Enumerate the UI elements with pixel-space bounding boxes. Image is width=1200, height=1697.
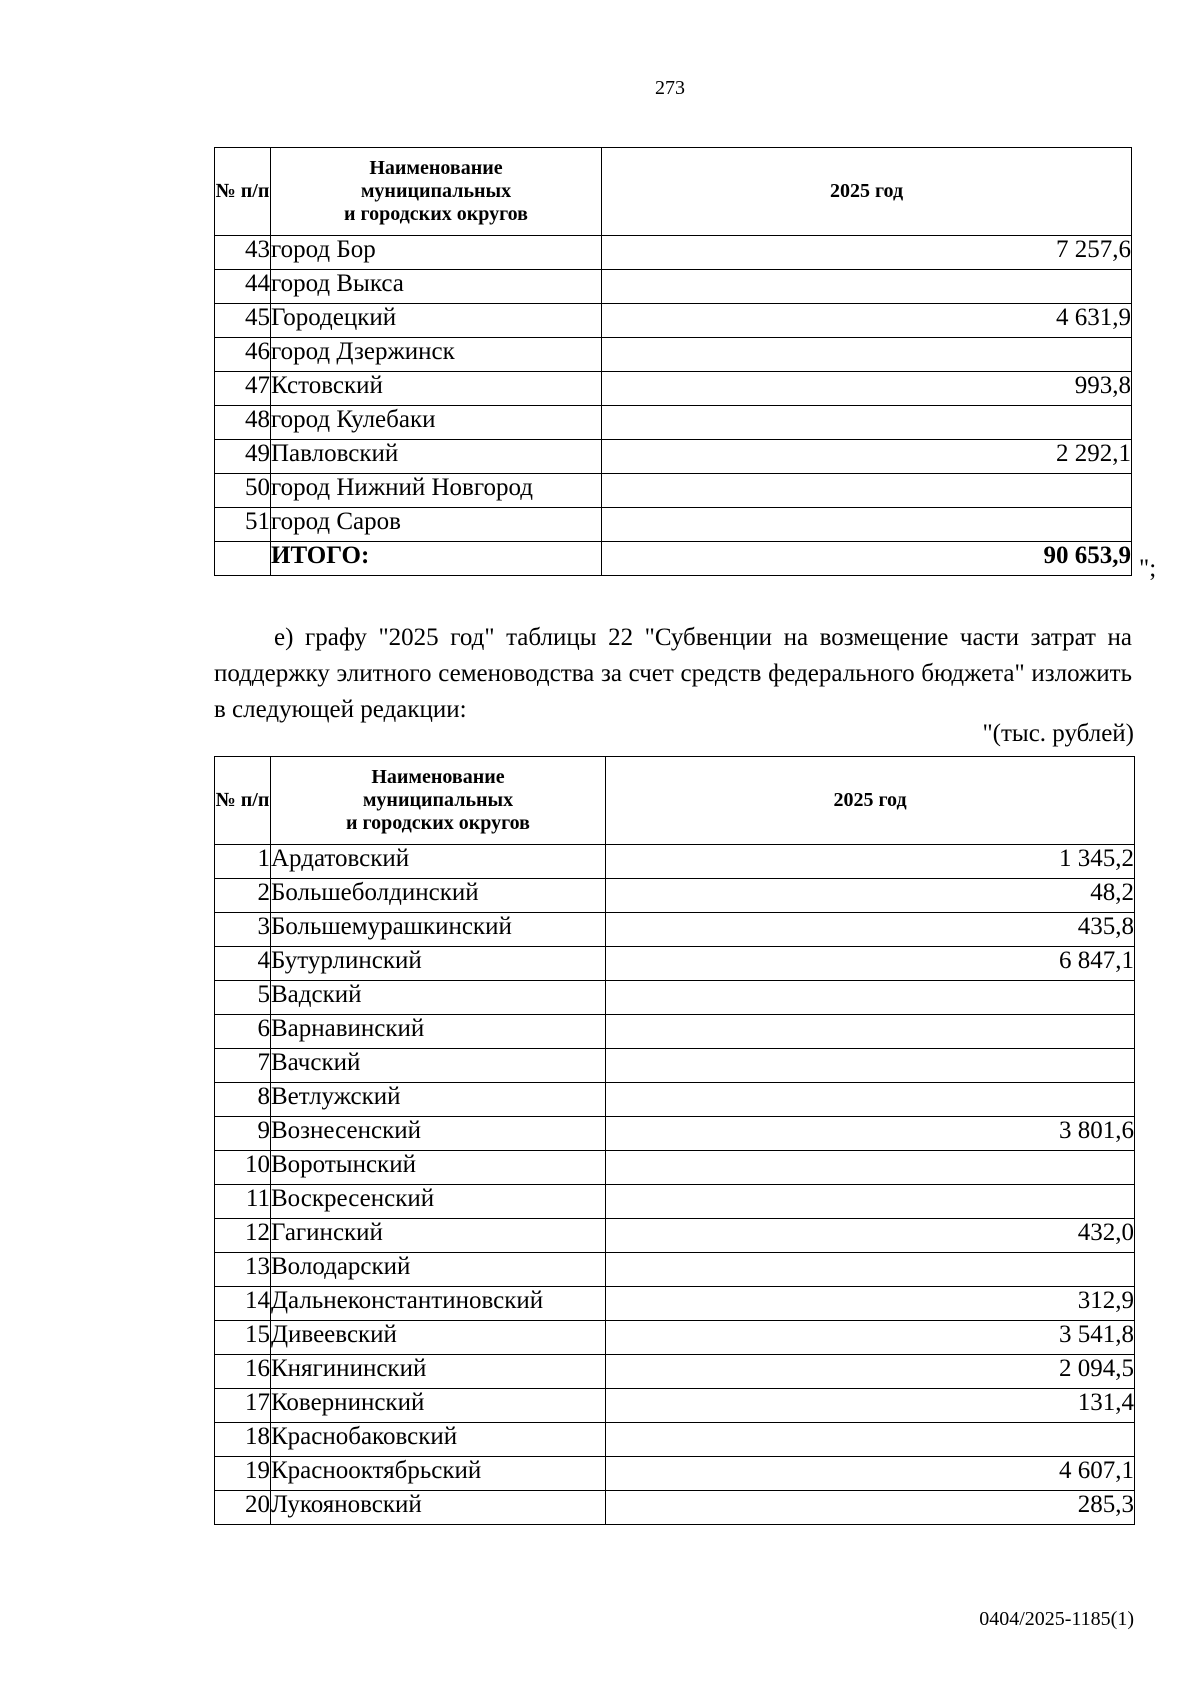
- header-name: Наименование муниципальных и городских округов: [271, 757, 606, 845]
- municipality-name: город Нижний Новгород: [271, 474, 602, 508]
- table-row: [215, 1117, 1135, 1151]
- amount-value: 131,4: [606, 1389, 1135, 1423]
- municipality-name: Городецкий: [271, 304, 602, 338]
- amount-value: 4 631,9: [602, 304, 1132, 338]
- amount-value: 2 094,5: [606, 1355, 1135, 1389]
- table-row: [215, 474, 1132, 508]
- municipality-name: Краснооктябрьский: [271, 1457, 606, 1491]
- municipality-name: Володарский: [271, 1253, 606, 1287]
- row-number: 13: [215, 1253, 271, 1287]
- row-number: 10: [215, 1151, 271, 1185]
- header-num: № п/п: [215, 148, 271, 236]
- row-number: 15: [215, 1321, 271, 1355]
- municipality-name: город Саров: [271, 508, 602, 542]
- amount-value: [602, 406, 1132, 440]
- municipality-name: Ардатовский: [271, 845, 606, 879]
- row-number: 49: [215, 440, 271, 474]
- row-number: 5: [215, 981, 271, 1015]
- amount-value: 432,0: [606, 1219, 1135, 1253]
- amount-value: 993,8: [602, 372, 1132, 406]
- subsidy-table-continuation: [214, 147, 1132, 576]
- amount-value: [606, 1083, 1135, 1117]
- amount-value: 285,3: [606, 1491, 1135, 1525]
- row-number: 48: [215, 406, 271, 440]
- amount-value: 1 345,2: [606, 845, 1135, 879]
- table-row: [215, 845, 1135, 879]
- row-number: 7: [215, 1049, 271, 1083]
- total-empty-cell: [215, 542, 271, 576]
- unit-note: "(тыс. рублей): [982, 720, 1134, 747]
- table-row: [215, 1083, 1135, 1117]
- table-row: [215, 1151, 1135, 1185]
- amount-value: 6 847,1: [606, 947, 1135, 981]
- table-row: [215, 1287, 1135, 1321]
- header-num: № п/п: [215, 757, 271, 845]
- municipality-name: Воротынский: [271, 1151, 606, 1185]
- row-number: 1: [215, 845, 271, 879]
- municipality-name: город Бор: [271, 236, 602, 270]
- municipality-name: Гагинский: [271, 1219, 606, 1253]
- amount-value: [606, 1015, 1135, 1049]
- table-row: [215, 1457, 1135, 1491]
- amount-value: [602, 508, 1132, 542]
- municipality-name: Дальнеконстантиновский: [271, 1287, 606, 1321]
- amount-value: 312,9: [606, 1287, 1135, 1321]
- header-year: 2025 год: [602, 148, 1132, 236]
- municipality-name: Княгининский: [271, 1355, 606, 1389]
- amount-value: [602, 270, 1132, 304]
- amount-value: [606, 1049, 1135, 1083]
- header-name: Наименование муниципальных и городских округов: [271, 148, 602, 236]
- amount-value: [606, 1185, 1135, 1219]
- amount-value: [602, 474, 1132, 508]
- table-row: [215, 947, 1135, 981]
- municipality-name: Вознесенский: [271, 1117, 606, 1151]
- table-row: [215, 270, 1132, 304]
- table-row: [215, 879, 1135, 913]
- table-row: [215, 1253, 1135, 1287]
- municipality-name: Воскресенский: [271, 1185, 606, 1219]
- header-year: 2025 год: [606, 757, 1135, 845]
- table-row: [215, 913, 1135, 947]
- amount-value: 3 801,6: [606, 1117, 1135, 1151]
- row-number: 47: [215, 372, 271, 406]
- municipality-name: Варнавинский: [271, 1015, 606, 1049]
- amount-value: [602, 338, 1132, 372]
- amount-value: 4 607,1: [606, 1457, 1135, 1491]
- amount-value: [606, 1253, 1135, 1287]
- table-row: [215, 508, 1132, 542]
- municipality-name: Краснобаковский: [271, 1423, 606, 1457]
- table-row: [215, 338, 1132, 372]
- total-label: ИТОГО:: [271, 542, 602, 576]
- table-row: [215, 1355, 1135, 1389]
- municipality-name: Кстовский: [271, 372, 602, 406]
- row-number: 16: [215, 1355, 271, 1389]
- table-row: [215, 1015, 1135, 1049]
- table-row: [215, 1321, 1135, 1355]
- municipality-name: Павловский: [271, 440, 602, 474]
- row-number: 12: [215, 1219, 271, 1253]
- amount-value: 2 292,1: [602, 440, 1132, 474]
- municipality-name: город Кулебаки: [271, 406, 602, 440]
- municipality-name: Вадский: [271, 981, 606, 1015]
- row-number: 19: [215, 1457, 271, 1491]
- municipality-name: Ковернинский: [271, 1389, 606, 1423]
- row-number: 11: [215, 1185, 271, 1219]
- table-row: [215, 1389, 1135, 1423]
- municipality-name: Лукояновский: [271, 1491, 606, 1525]
- row-number: 4: [215, 947, 271, 981]
- amendment-paragraph: е) графу "2025 год" таблицы 22 "Субвенции на возмещение части затрат на поддержку элитного семеноводства за счет средств федерального бюджета" изложить в следующей редакции:: [214, 624, 1132, 723]
- amount-value: 48,2: [606, 879, 1135, 913]
- amount-value: 3 541,8: [606, 1321, 1135, 1355]
- municipality-name: Вачский: [271, 1049, 606, 1083]
- amount-value: 7 257,6: [602, 236, 1132, 270]
- table-row: [215, 1049, 1135, 1083]
- table-row: [215, 1491, 1135, 1525]
- total-row: [215, 542, 1132, 576]
- municipality-name: Большемурашкинский: [271, 913, 606, 947]
- row-number: 18: [215, 1423, 271, 1457]
- amount-value: [606, 1151, 1135, 1185]
- amount-value: 435,8: [606, 913, 1135, 947]
- table-row: [215, 304, 1132, 338]
- row-number: 2: [215, 879, 271, 913]
- row-number: 20: [215, 1491, 271, 1525]
- table-row: [215, 372, 1132, 406]
- row-number: 43: [215, 236, 271, 270]
- amount-value: [606, 981, 1135, 1015]
- table-row: [215, 1219, 1135, 1253]
- row-number: 45: [215, 304, 271, 338]
- municipality-name: Большеболдинский: [271, 879, 606, 913]
- table-row: [215, 1185, 1135, 1219]
- municipality-name: Бутурлинский: [271, 947, 606, 981]
- row-number: 8: [215, 1083, 271, 1117]
- document-code: 0404/2025-1185(1): [979, 1608, 1134, 1630]
- table-row: [215, 406, 1132, 440]
- row-number: 17: [215, 1389, 271, 1423]
- row-number: 46: [215, 338, 271, 372]
- municipality-name: город Выкса: [271, 270, 602, 304]
- closing-quote: ";: [1139, 555, 1157, 582]
- row-number: 44: [215, 270, 271, 304]
- elite-seed-subsidy-table: [214, 756, 1135, 1525]
- table-row: [215, 236, 1132, 270]
- page-number: 273: [655, 77, 685, 99]
- total-value: 90 653,9: [602, 542, 1132, 576]
- table-row: [215, 1423, 1135, 1457]
- row-number: 6: [215, 1015, 271, 1049]
- table-row: [215, 981, 1135, 1015]
- row-number: 50: [215, 474, 271, 508]
- row-number: 14: [215, 1287, 271, 1321]
- municipality-name: Ветлужский: [271, 1083, 606, 1117]
- municipality-name: город Дзержинск: [271, 338, 602, 372]
- municipality-name: Дивеевский: [271, 1321, 606, 1355]
- row-number: 9: [215, 1117, 271, 1151]
- table-row: [215, 440, 1132, 474]
- row-number: 51: [215, 508, 271, 542]
- row-number: 3: [215, 913, 271, 947]
- amount-value: [606, 1423, 1135, 1457]
